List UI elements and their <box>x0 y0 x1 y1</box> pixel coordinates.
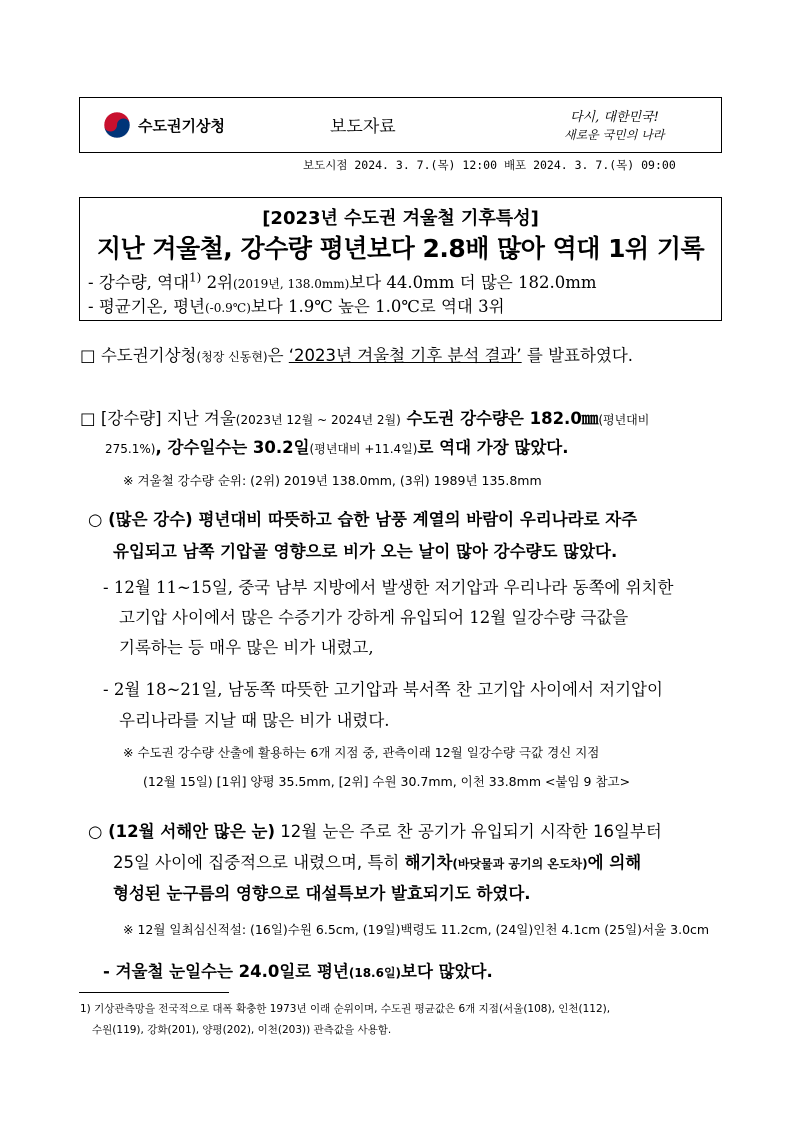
snow-line2: 25일 사이에 집중적으로 내렸으며, 특히 해기차(바닷물과 공기의 온도차)에 의해 <box>113 853 642 872</box>
february-line1: - 2월 18~21일, 남동쪽 따뜻한 고기압과 북서쪽 찬 고기압 사이에서 저기압이 <box>103 680 663 699</box>
note-december-records-line1: ※ 수도권 강수량 산출에 활용하는 6개 지점 중, 관측이래 12월 일강수량 극값 경신 지점 <box>123 745 600 760</box>
government-slogan <box>562 103 692 147</box>
title-bullet-temp: - 평균기온, 평년(-0.9℃)보다 1.9℃ 높은 1.0℃로 역대 3위 <box>88 297 505 316</box>
heavy-precip-line2: 유입되고 남쪽 기압골 영향으로 비가 오는 날이 많아 강수량도 많았다. <box>113 542 618 561</box>
footnote-line1: 1) 기상관측망을 전국적으로 대폭 확충한 1973년 이래 순위이며, 수도권 평균값은 6개 지점(서울(108), 인천(112), <box>80 1003 611 1015</box>
title-box <box>79 197 722 321</box>
agency-name: 수도권기상청 <box>138 117 225 135</box>
december-line3: 기록하는 등 매우 많은 비가 내렸고, <box>119 638 374 657</box>
intro-paragraph: □ 수도권기상청(청장 신동현)은 ‘2023년 겨울철 기후 분석 결과’ 를 발표하였다. <box>80 346 634 365</box>
document-type: 보도자료 <box>330 117 396 137</box>
note-december-records-line2: (12월 15일) [1위] 양평 35.5mm, [2위] 수원 30.7mm, 이천 33.8mm <붙임 9 참고> <box>143 774 631 789</box>
snow-days-line: - 겨울철 눈일수는 24.0일로 평년(18.6일)보다 많았다. <box>103 962 493 981</box>
taegeuk-emblem-icon <box>102 110 132 140</box>
title-bullet-precip: - 강수량, 역대$^{1)}$ 2위(2019년, 138.0mm)보다 44.0mm 더 많은 182.0mm <box>88 270 597 292</box>
snow-line1: ○ (12월 서해안 많은 눈) 12월 눈은 주로 찬 공기가 유입되기 시작한 16일부터 <box>88 822 662 841</box>
precip-paragraph-line1: □ [강수량] 지난 겨울(2023년 12월 ~ 2024년 2월) 수도권 강수량은 182.0㎜(평년대비 <box>80 409 650 428</box>
svg-text:다시, 대한민국!: 다시, 대한민국! <box>570 110 659 125</box>
february-line2: 우리나라를 지날 때 많은 비가 내렸다. <box>119 711 390 730</box>
note-precip-rank: ※ 겨울철 강수량 순위: (2위) 2019년 138.0mm, (3위) 1989년 135.8mm <box>123 473 542 488</box>
footnote-line2: 수원(119), 강화(201), 양평(202), 이천(203)) 관측값을 사용함. <box>92 1024 392 1036</box>
precip-paragraph-line2: 275.1%), 강수일수는 30.2일(평년대비 +11.4일)로 역대 가장 많았다. <box>105 438 569 457</box>
december-line1: - 12월 11~15일, 중국 남부 지방에서 발생한 저기압과 우리나라 동쪽에 위치한 <box>103 578 674 597</box>
agency-logo <box>102 108 225 142</box>
svg-text:새로운 국민의 나라: 새로운 국민의 나라 <box>564 128 665 142</box>
snow-line3: 형성된 눈구름의 영향으로 대설특보가 발효되기도 하였다. <box>113 884 531 903</box>
heavy-precip-line1: ○ (많은 강수) 평년대비 따뜻하고 습한 남풍 계열의 바람이 우리나라로 자주 <box>88 510 638 529</box>
footnote-divider <box>79 992 229 993</box>
december-line2: 고기압 사이에서 많은 수증기가 강하게 유입되어 12월 일강수량 극값을 <box>119 608 629 627</box>
release-date-line: 보도시점 2024. 3. 7.(목) 12:00 배포 2024. 3. 7.(목) 09:00 <box>303 158 676 172</box>
header-box <box>79 97 722 153</box>
note-snow-depth: ※ 12월 일최심신적설: (16일)수원 6.5cm, (19일)백령도 11.2cm, (24일)인천 4.1cm (25일)서울 3.0cm <box>123 922 710 937</box>
title-heading: 지난 겨울철, 강수량 평년보다 2.8배 많아 역대 1위 기록 <box>96 234 705 263</box>
title-subheading: [2023년 수도권 겨울철 기후특성] <box>262 208 539 229</box>
